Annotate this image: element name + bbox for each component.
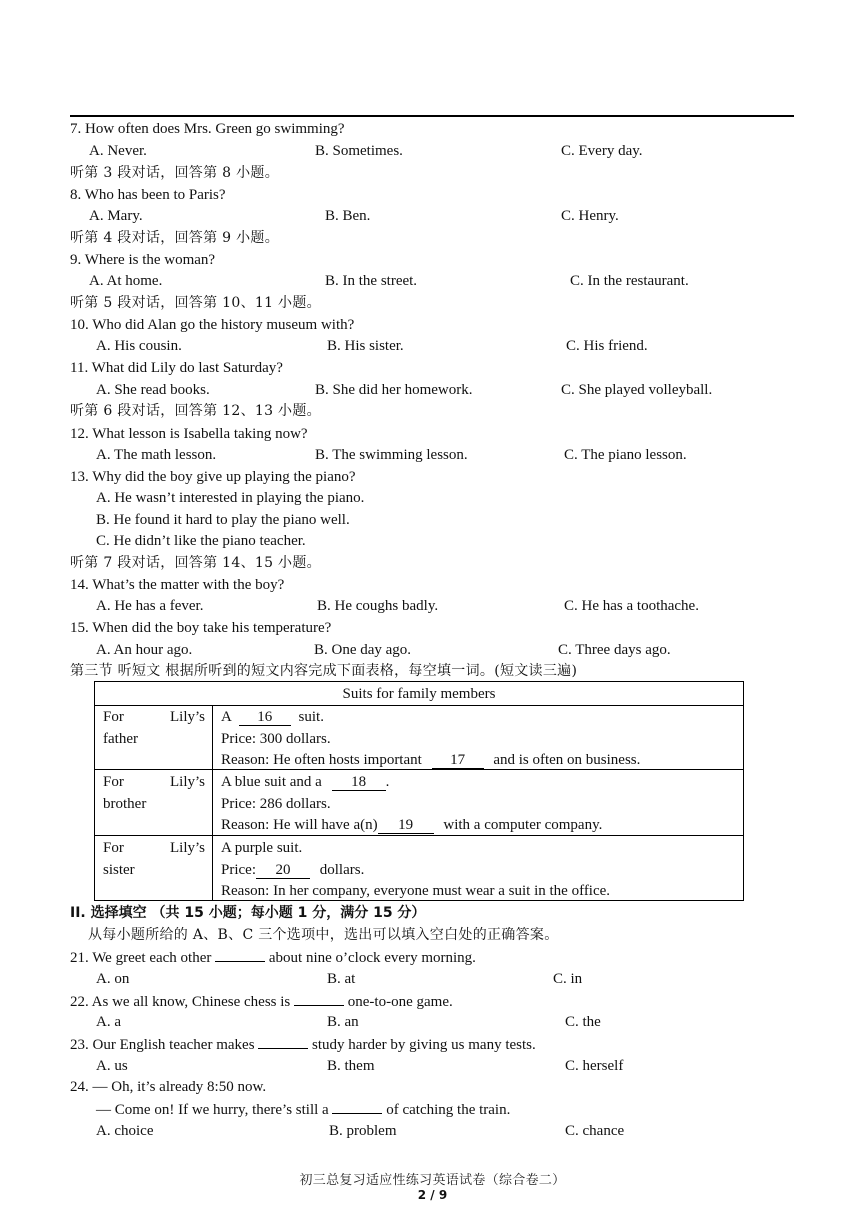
text: with a computer company. <box>443 817 603 833</box>
text: suit. <box>298 709 324 725</box>
brother-line-2: Price: 286 dollars. <box>221 796 331 812</box>
answer-blank[interactable] <box>294 991 344 1006</box>
label-for: For <box>103 774 124 790</box>
q9-option-c: C. In the restaurant. <box>570 273 689 289</box>
brother-line-3 <box>221 814 602 836</box>
text: A <box>221 709 232 725</box>
instruction-dialogue-5: 听第 5 段对话，回答第 10、11 小题。 <box>70 295 321 311</box>
q14-option-c: C. He has a toothache. <box>564 598 699 614</box>
row-sister-label <box>103 837 205 881</box>
father-line-1 <box>221 706 324 728</box>
q24-option-c: C. chance <box>565 1123 625 1139</box>
q14-option-b: B. He coughs badly. <box>317 598 439 614</box>
question-23 <box>70 1034 536 1054</box>
part-2-heading: II. 选择填空 （共 15 小题；每小题 1 分，满分 15 分） <box>70 905 426 921</box>
question-9: 9. Where is the woman? <box>70 252 216 268</box>
question-7: 7. How often does Mrs. Green go swimming? <box>70 121 345 137</box>
text: one-to-one game. <box>347 994 453 1010</box>
row-brother-label <box>103 771 205 815</box>
label-lilys: Lily’s <box>169 840 205 856</box>
q7-option-b: B. Sometimes. <box>315 143 403 159</box>
q24-option-a: A. choice <box>96 1123 154 1139</box>
text: Price: <box>221 862 256 878</box>
q23-option-c: C. herself <box>565 1058 624 1074</box>
answer-blank[interactable] <box>332 1099 382 1114</box>
q13-option-a: A. He wasn’t interested in playing the piano. <box>96 490 365 506</box>
q10-option-a: A. His cousin. <box>96 338 182 354</box>
label-lilys: Lily’s <box>169 709 205 725</box>
q22-option-c: C. the <box>565 1014 601 1030</box>
text: 23. Our English teacher makes <box>70 1037 255 1053</box>
q8-option-a: A. Mary. <box>89 208 143 224</box>
label-father: father <box>103 731 138 747</box>
table-column-divider <box>212 706 213 900</box>
instruction-dialogue-6: 听第 6 段对话，回答第 12、13 小题。 <box>70 403 321 419</box>
table-title: Suits for family members <box>342 686 496 702</box>
question-12: 12. What lesson is Isabella taking now? <box>70 426 308 442</box>
q13-option-c: C. He didn’t like the piano teacher. <box>96 533 306 549</box>
q13-option-b: B. He found it hard to play the piano well. <box>96 512 350 528</box>
q24-option-b: B. problem <box>329 1123 397 1139</box>
q8-option-c: C. Henry. <box>561 208 619 224</box>
q7-option-c: C. Every day. <box>561 143 643 159</box>
blank-18[interactable]: 18 <box>332 774 386 791</box>
instruction-dialogue-7: 听第 7 段对话，回答第 14、15 小题。 <box>70 555 321 571</box>
q12-option-b: B. The swimming lesson. <box>315 447 468 463</box>
question-15: 15. When did the boy take his temperature? <box>70 620 332 636</box>
header-rule <box>70 115 794 117</box>
q7-option-a: A. Never. <box>89 143 147 159</box>
text: 21. We greet each other <box>70 950 212 966</box>
q14-option-a: A. He has a fever. <box>96 598 204 614</box>
text: A blue suit and a <box>221 774 322 790</box>
question-14: 14. What’s the matter with the boy? <box>70 577 285 593</box>
question-11: 11. What did Lily do last Saturday? <box>70 360 283 376</box>
question-13: 13. Why did the boy give up playing the piano? <box>70 469 356 485</box>
q8-option-b: B. Ben. <box>325 208 371 224</box>
row-father-label <box>103 706 205 750</box>
label-sister: sister <box>103 862 135 878</box>
q23-option-a: A. us <box>96 1058 128 1074</box>
q11-option-c: C. She played volleyball. <box>561 382 713 398</box>
question-8: 8. Who has been to Paris? <box>70 187 226 203</box>
page-number: 2 / 9 <box>417 1188 448 1202</box>
brother-line-1 <box>221 771 389 793</box>
sister-line-1: A purple suit. <box>221 840 303 856</box>
question-10: 10. Who did Alan go the history museum with? <box>70 317 355 333</box>
label-for: For <box>103 840 124 856</box>
question-24-line-1: 24. — Oh, it’s already 8:50 now. <box>70 1079 267 1095</box>
q12-option-a: A. The math lesson. <box>96 447 217 463</box>
text: of catching the train. <box>386 1102 511 1118</box>
text: Reason: He often hosts important <box>221 752 422 768</box>
q15-option-a: A. An hour ago. <box>96 642 193 658</box>
question-22 <box>70 991 453 1011</box>
blank-16[interactable]: 16 <box>239 709 291 726</box>
q9-option-a: A. At home. <box>89 273 163 289</box>
question-21 <box>70 947 476 967</box>
father-line-2: Price: 300 dollars. <box>221 731 331 747</box>
answer-blank[interactable] <box>258 1034 308 1049</box>
q9-option-b: B. In the street. <box>325 273 418 289</box>
q10-option-b: B. His sister. <box>327 338 404 354</box>
q15-option-c: C. Three days ago. <box>558 642 671 658</box>
text: Reason: He will have a(n) <box>221 817 378 833</box>
sister-line-2 <box>221 859 364 881</box>
q10-option-c: C. His friend. <box>566 338 648 354</box>
label-for: For <box>103 709 124 725</box>
text: and is often on business. <box>493 752 641 768</box>
part-2-instruction: 从每小题所给的 A、B、C 三个选项中，选出可以填入空白处的正确答案。 <box>88 927 559 943</box>
q11-option-b: B. She did her homework. <box>315 382 473 398</box>
section-3-heading: 第三节 听短文 根据所听到的短文内容完成下面表格，每空填一词。(短文读三遍) <box>70 663 578 679</box>
suits-table <box>94 681 744 901</box>
label-brother: brother <box>103 796 147 812</box>
q22-option-b: B. an <box>327 1014 359 1030</box>
text: . <box>385 774 390 790</box>
text: — Come on! If we hurry, there’s still a <box>96 1102 329 1118</box>
footer-title: 初三总复习适应性练习英语试卷（综合卷二） <box>299 1173 566 1188</box>
blank-20[interactable]: 20 <box>256 862 310 879</box>
question-24-line-2 <box>96 1099 510 1119</box>
blank-17[interactable]: 17 <box>432 752 484 769</box>
label-lilys: Lily’s <box>169 774 205 790</box>
answer-blank[interactable] <box>215 947 265 962</box>
q21-option-b: B. at <box>327 971 356 987</box>
text: 22. As we all know, Chinese chess is <box>70 994 291 1010</box>
blank-19[interactable]: 19 <box>378 817 434 834</box>
text: about nine o’clock every morning. <box>268 950 476 966</box>
q11-option-a: A. She read books. <box>96 382 210 398</box>
q12-option-c: C. The piano lesson. <box>564 447 687 463</box>
q15-option-b: B. One day ago. <box>314 642 412 658</box>
text: study harder by giving us many tests. <box>312 1037 536 1053</box>
instruction-dialogue-3: 听第 3 段对话，回答第 8 小题。 <box>70 165 280 181</box>
text: dollars. <box>319 862 365 878</box>
instruction-dialogue-4: 听第 4 段对话，回答第 9 小题。 <box>70 230 280 246</box>
q23-option-b: B. them <box>327 1058 375 1074</box>
q21-option-a: A. on <box>96 971 130 987</box>
q22-option-a: A. a <box>96 1014 121 1030</box>
sister-line-3: Reason: In her company, everyone must wear a suit in the office. <box>221 883 611 899</box>
father-line-3 <box>221 749 640 771</box>
q21-option-c: C. in <box>553 971 583 987</box>
